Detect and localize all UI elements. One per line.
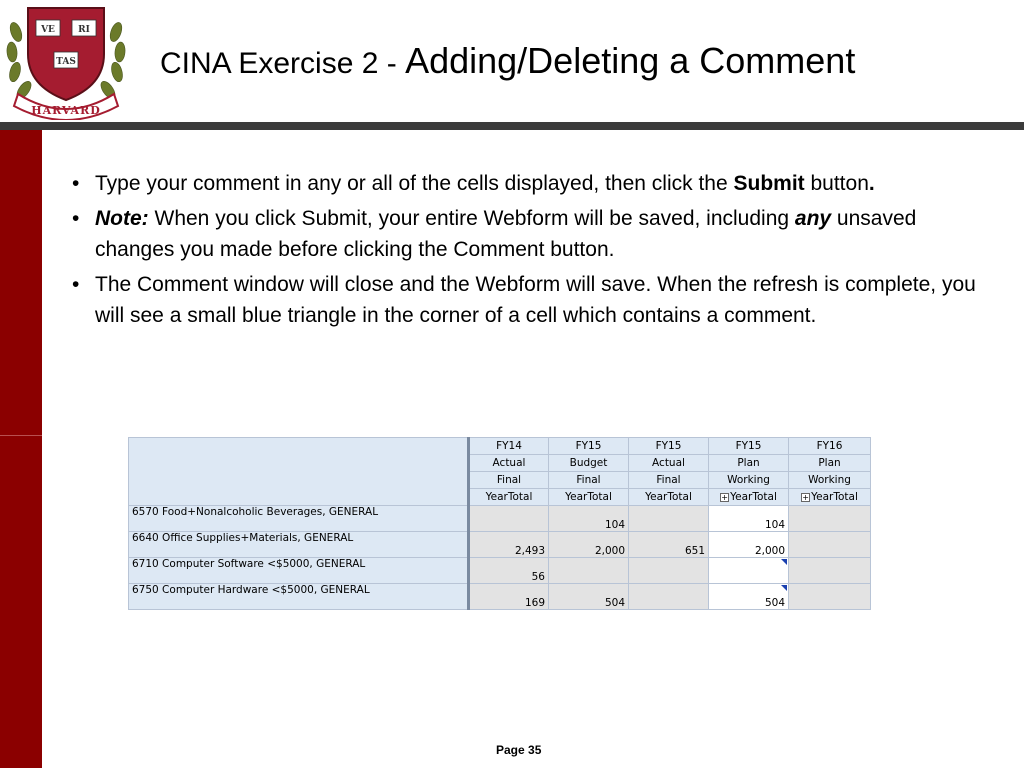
left-accent-bar-split — [0, 435, 42, 436]
expand-icon[interactable]: + — [802, 493, 809, 502]
grid-corner — [129, 438, 469, 506]
bullet-dot: • — [72, 172, 80, 195]
editable-cell[interactable]: 2,000 — [709, 532, 789, 558]
table-cell: 169 — [469, 584, 549, 610]
editable-cell-with-comment[interactable] — [709, 558, 789, 584]
col-header: FY14 — [469, 438, 549, 455]
instruction-text: unsaved changes you made before clicking the Comment button. — [95, 207, 917, 261]
expand-icon[interactable]: + — [721, 493, 728, 502]
comment-marker-icon — [781, 585, 787, 591]
table-cell: 2,493 — [469, 532, 549, 558]
table-cell — [789, 506, 871, 532]
instruction-bold-italic: Note: — [95, 207, 149, 230]
table-cell — [549, 558, 629, 584]
row-header: 6640 Office Supplies+Materials, GENERAL — [129, 532, 469, 558]
editable-cell-with-comment[interactable] — [709, 584, 789, 610]
instruction-item — [70, 269, 990, 331]
logo-book-ve: VE — [41, 25, 55, 35]
webform-grid — [128, 437, 871, 610]
slide-title-main: Adding/Deleting a Comment — [405, 40, 856, 81]
table-cell: 651 — [629, 532, 709, 558]
col-header: Plan — [789, 455, 871, 472]
instruction-text: When you click Submit, your entire Webform will be saved, including — [148, 207, 795, 230]
table-row — [129, 584, 871, 610]
table-row — [129, 558, 871, 584]
instruction-bold: Submit — [733, 172, 805, 195]
col-header-label: YearTotal — [730, 491, 777, 503]
col-header: FY16 — [789, 438, 871, 455]
left-accent-bar — [0, 130, 42, 768]
table-cell: 56 — [469, 558, 549, 584]
table-row — [129, 506, 871, 532]
col-header: YearTotal — [549, 489, 629, 506]
bullet-dot: • — [72, 273, 80, 296]
row-header: 6750 Computer Hardware <$5000, GENERAL — [129, 584, 469, 610]
col-header: FY15 — [709, 438, 789, 455]
comment-marker-icon — [781, 559, 787, 565]
table-row — [129, 532, 871, 558]
row-header: 6710 Computer Software <$5000, GENERAL — [129, 558, 469, 584]
col-header-label: YearTotal — [811, 491, 858, 503]
editable-cell[interactable]: 104 — [709, 506, 789, 532]
instruction-text: button — [804, 172, 869, 195]
instruction-text: The Comment window will close and the Webform will save. When the refresh is complete, you will see a small blue triangle in the corner of a cell which contains a comment. — [95, 273, 976, 327]
col-header: Final — [549, 472, 629, 489]
table-cell — [629, 584, 709, 610]
table-cell — [789, 558, 871, 584]
slide-title-prefix: CINA Exercise 2 - — [160, 47, 406, 80]
harvard-logo — [2, 2, 130, 120]
instruction-bold: . — [868, 172, 875, 195]
row-header: 6570 Food+Nonalcoholic Beverages, GENERAL — [129, 506, 469, 532]
slide-title — [160, 40, 855, 82]
table-cell — [789, 584, 871, 610]
instruction-list — [70, 168, 990, 335]
logo-book-ri: RI — [78, 25, 90, 35]
table-cell — [789, 532, 871, 558]
table-cell — [469, 506, 549, 532]
instruction-bold-italic: any — [794, 207, 832, 230]
col-header: Final — [469, 472, 549, 489]
instruction-text: Type your comment in any or all of the cells displayed, then click the — [95, 172, 734, 195]
col-header-expandable[interactable] — [709, 489, 789, 506]
col-header: Working — [789, 472, 871, 489]
col-header: Actual — [469, 455, 549, 472]
col-header: Final — [629, 472, 709, 489]
table-cell: 104 — [549, 506, 629, 532]
logo-book-tas: TAS — [56, 57, 76, 67]
instruction-item — [70, 168, 990, 199]
logo-banner-text: HARVARD — [31, 104, 101, 117]
table-cell — [629, 558, 709, 584]
col-header: Actual — [629, 455, 709, 472]
col-header: FY15 — [549, 438, 629, 455]
col-header: Plan — [709, 455, 789, 472]
table-cell: 504 — [549, 584, 629, 610]
table-cell — [629, 506, 709, 532]
col-header: YearTotal — [629, 489, 709, 506]
col-header: YearTotal — [469, 489, 549, 506]
col-header: Budget — [549, 455, 629, 472]
col-header: FY15 — [629, 438, 709, 455]
table-cell: 2,000 — [549, 532, 629, 558]
col-header: Working — [709, 472, 789, 489]
bullet-dot: • — [72, 207, 80, 230]
page-number: Page 35 — [496, 743, 542, 757]
webform-grid-screenshot — [128, 437, 870, 613]
cell-value: 504 — [764, 597, 785, 609]
instruction-item — [70, 203, 990, 265]
header-divider — [0, 122, 1024, 130]
col-header-expandable[interactable] — [789, 489, 871, 506]
